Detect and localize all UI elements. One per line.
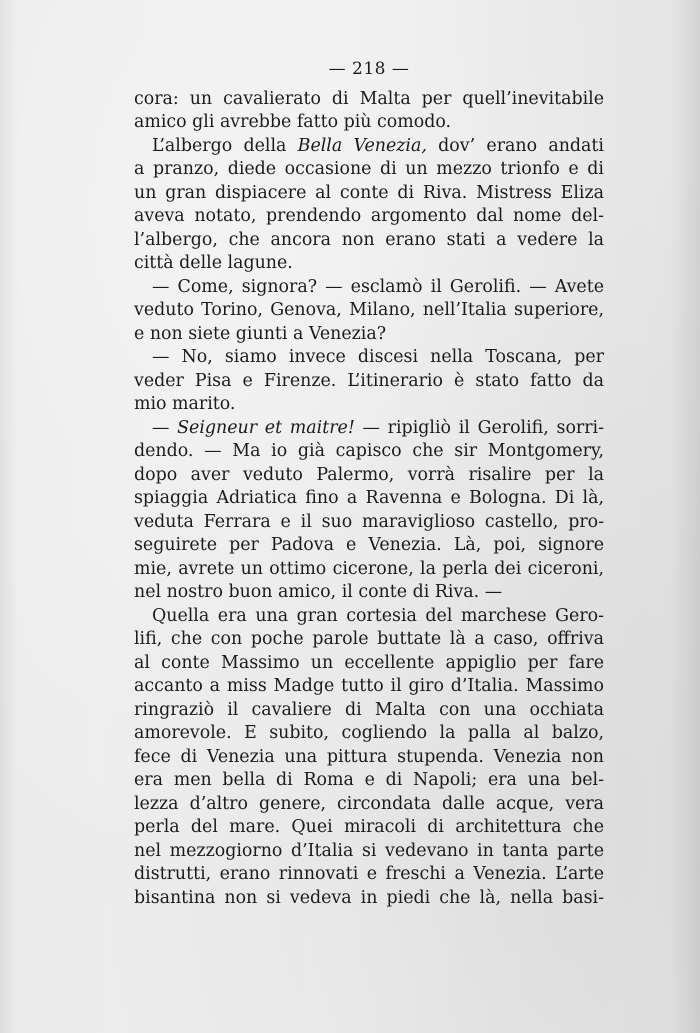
text-line: ringraziò il cavaliere di Malta con una occhiata <box>134 699 604 720</box>
page-text-block <box>134 58 604 910</box>
text-line: nel nostro buon amico, il conte di Riva. — <box>134 582 503 602</box>
text-line: l’albergo, che ancora non erano stati a vedere la <box>134 229 604 250</box>
italic-text: Bella Venezia, <box>297 135 427 156</box>
text-line: Quella era una gran cortesia del marchese Gero- <box>152 605 604 626</box>
text-line: e non siete giunti a Venezia? <box>134 323 387 344</box>
text-line: lezza d’altro genere, circondata dalle acque, vera <box>134 793 604 814</box>
text-line: distrutti, erano rinnovati e freschi a Venezia. L’arte <box>134 864 604 884</box>
page-number: — 218 — <box>328 59 410 79</box>
text-line: L’albergo della Bella Venezia, dov’ erano andati <box>152 135 604 156</box>
italic-text: Seigneur et maitre! <box>177 417 355 438</box>
text-line: bisantina non si vedeva in piedi che là, nella basi- <box>134 887 604 908</box>
text-line: cora: un cavalierato di Malta per quell’inevitabile <box>134 88 604 109</box>
text-line: accanto a miss Madge tutto il giro d’Italia. Massimo <box>134 676 604 696</box>
text-line: — Come, signora? — esclamò il Gerolifi. — Avete <box>152 276 604 297</box>
text-line: — Seigneur et maitre! — ripigliò il Gerolifi, sorri- <box>152 417 604 438</box>
text-line: dendo. — Ma io già capisco che sir Montgomery, <box>134 441 604 461</box>
text-line: fece di Venezia una pittura stupenda. Venezia non <box>134 746 604 767</box>
text-line: veduta Ferrara e il suo maraviglioso castello, pro- <box>134 511 604 532</box>
text-line: città delle lagune. <box>134 253 293 273</box>
text-line: al conte Massimo un eccellente appiglio per fare <box>134 652 604 673</box>
text-line: mio marito. <box>134 394 236 414</box>
text-line: amorevole. E subito, cogliendo la palla al balzo, <box>134 723 604 743</box>
text-line: nel mezzogiorno d’Italia si vedevano in tanta parte <box>134 840 604 861</box>
text-line: dopo aver veduto Palermo, vorrà risalire per la <box>134 464 604 485</box>
text-line: spiaggia Adriatica fino a Ravenna e Bologna. Di là, <box>134 488 604 508</box>
text-line: seguirete per Padova e Venezia. Là, poi, signore <box>134 535 604 555</box>
text-line: un gran dispiacere al conte di Riva. Mistress Eliza <box>134 182 604 203</box>
text-line: veduto Torino, Genova, Milano, nell’Italia superiore, <box>134 300 604 320</box>
text-line: mie, avrete un ottimo cicerone, la perla dei ciceroni, <box>134 558 604 579</box>
text-line: lifi, che con poche parole buttate là a caso, offriva <box>134 629 604 649</box>
text-line: aveva notato, prendendo argomento dal nome del- <box>134 206 604 226</box>
text-line: amico gli avrebbe fatto più comodo. <box>134 112 452 132</box>
text-line: veder Pisa e Firenze. L’itinerario è stato fatto da <box>134 370 604 391</box>
text-line: perla del mare. Quei miracoli di architettura che <box>134 817 604 837</box>
text-line: a pranzo, diede occasione di un mezzo trionfo e di <box>134 159 604 179</box>
text-line: — No, siamo invece discesi nella Toscana, per <box>152 347 604 367</box>
text-line: era men bella di Roma e di Napoli; era una bel- <box>134 770 604 790</box>
